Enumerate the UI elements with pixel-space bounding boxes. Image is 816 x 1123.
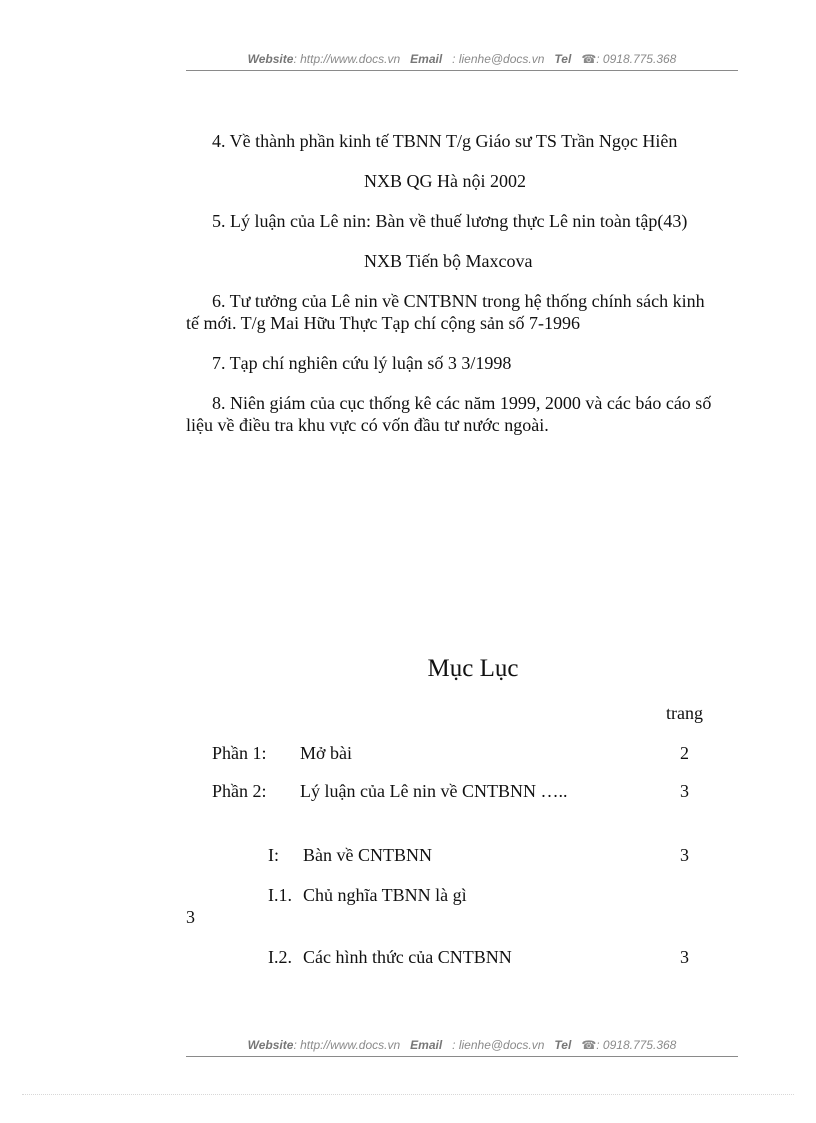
toc-title: Mục Lục bbox=[427, 655, 519, 682]
page-header bbox=[186, 52, 738, 66]
tel-value: : 0918.775.368 bbox=[596, 52, 677, 66]
email-link[interactable]: : lienhe@docs.vn bbox=[452, 52, 545, 66]
phone-icon: ☎ bbox=[581, 1038, 597, 1052]
website-label: Website bbox=[247, 52, 294, 66]
toc-page-header: trang bbox=[666, 703, 703, 723]
reference-8-line-2: liệu về điều tra khu vực có vốn đầu tư nước ngoài. bbox=[186, 415, 549, 435]
toc-entry-page: 3 bbox=[680, 947, 689, 967]
reference-8-line-1: 8. Niên giám của cục thống kê các năm 1999, 2000 và các báo cáo số bbox=[212, 393, 712, 413]
email-label: Email bbox=[410, 52, 443, 66]
reference-6 bbox=[186, 290, 738, 334]
toc-entry-label: I.1. bbox=[268, 885, 292, 905]
tel-value: : 0918.775.368 bbox=[596, 1038, 677, 1052]
website-link[interactable]: : http://www.docs.vn bbox=[293, 52, 401, 66]
header-rule bbox=[186, 70, 738, 71]
phone-icon: ☎ bbox=[581, 52, 597, 66]
page-bottom-dotted-line bbox=[22, 1094, 794, 1095]
website-link[interactable]: : http://www.docs.vn bbox=[293, 1038, 401, 1052]
toc-entry-label: Phần 2: bbox=[212, 781, 267, 801]
page-footer bbox=[186, 1038, 738, 1052]
reference-4-publisher: NXB QG Hà nội 2002 bbox=[364, 171, 526, 191]
toc-entry-page: 2 bbox=[680, 743, 689, 763]
toc-entry-page: 3 bbox=[186, 907, 195, 927]
reference-7: 7. Tạp chí nghiên cứu lý luận số 3 3/1998 bbox=[212, 353, 512, 373]
reference-8 bbox=[186, 392, 738, 436]
toc-entry-title: Lý luận của Lê nin về CNTBNN ….. bbox=[300, 781, 568, 801]
toc-entry-page: 3 bbox=[680, 845, 689, 865]
toc-entry-page: 3 bbox=[680, 781, 689, 801]
email-link[interactable]: : lienhe@docs.vn bbox=[452, 1038, 545, 1052]
reference-4: 4. Về thành phần kinh tế TBNN T/g Giáo sư TS Trần Ngọc Hiên bbox=[212, 131, 678, 151]
tel-label: Tel bbox=[554, 52, 572, 66]
toc-entry-label: Phần 1: bbox=[212, 743, 267, 763]
toc-entry-label: I.2. bbox=[268, 947, 292, 967]
tel-label: Tel bbox=[554, 1038, 572, 1052]
toc-entry-label: I: bbox=[268, 845, 279, 865]
toc-entry-title: Mở bài bbox=[300, 743, 353, 763]
website-label: Website bbox=[247, 1038, 294, 1052]
email-label: Email bbox=[410, 1038, 443, 1052]
reference-5-publisher: NXB Tiến bộ Maxcova bbox=[364, 251, 533, 271]
reference-6-line-2: tế mới. T/g Mai Hữu Thực Tạp chí cộng sản số 7-1996 bbox=[186, 313, 580, 333]
reference-5: 5. Lý luận của Lê nin: Bàn về thuế lương thực Lê nin toàn tập(43) bbox=[212, 211, 688, 231]
toc-entry-title: Các hình thức của CNTBNN bbox=[303, 947, 512, 967]
reference-6-line-1: 6. Tư tưởng của Lê nin về CNTBNN trong hệ thống chính sách kinh bbox=[212, 291, 705, 311]
toc-entry-title: Bàn về CNTBNN bbox=[303, 845, 432, 865]
toc-entry-title: Chủ nghĩa TBNN là gì bbox=[303, 885, 467, 905]
footer-rule bbox=[186, 1056, 738, 1057]
